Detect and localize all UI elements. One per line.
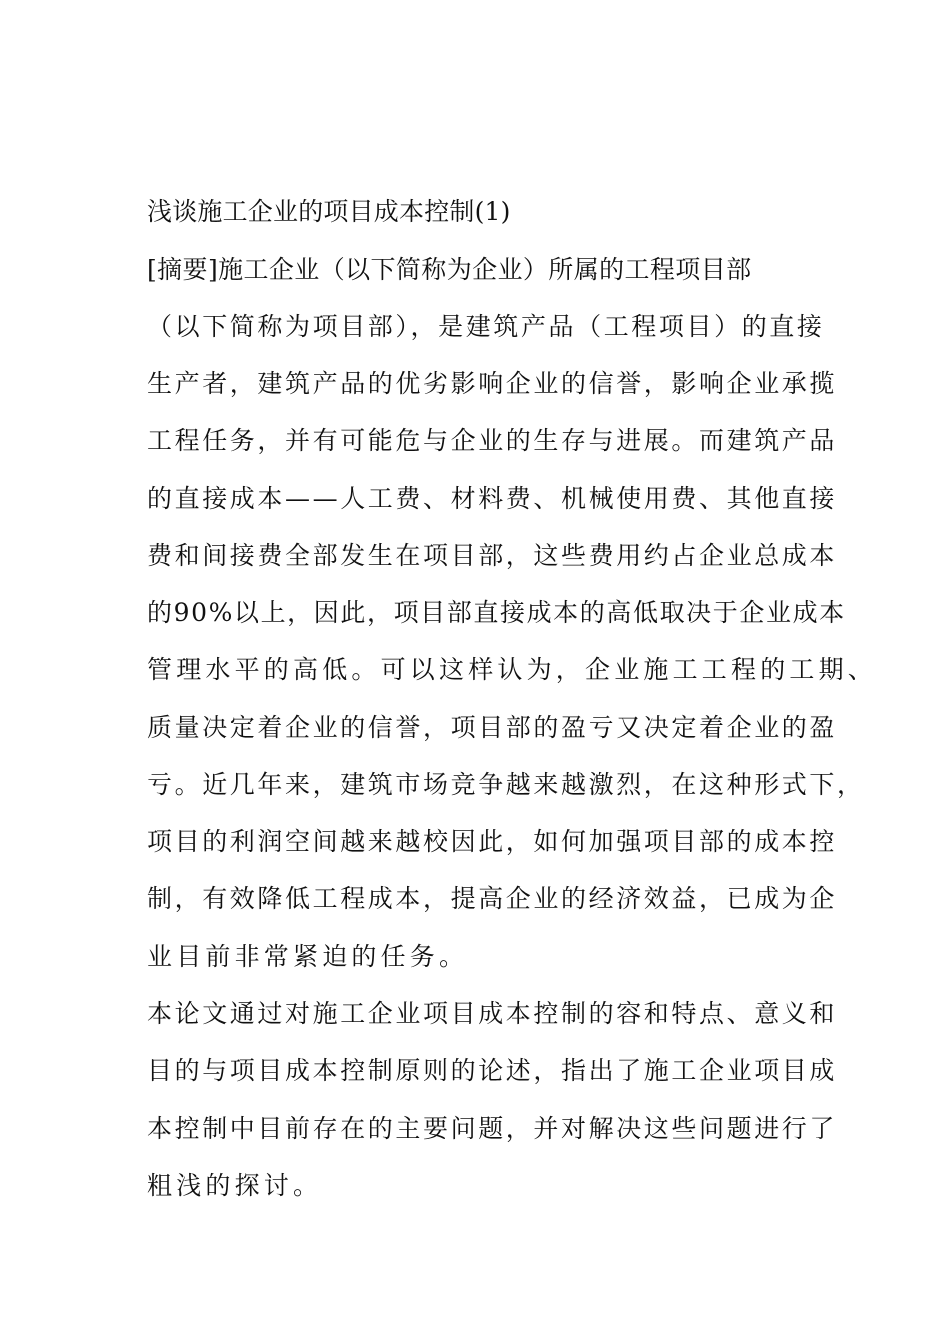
abstract-line-4: 工程任务，并有可能危与企业的生存与进展。而建筑产品 [147,426,838,455]
abstract-line-2: （以下简称为项目部），是建筑产品（工程项目）的直接 [147,312,825,341]
document-title: 浅谈施工企业的项目成本控制(1) [147,197,511,226]
abstract-line-11: 项目的利润空间越来越校因此，如何加强项目部的成本控 [147,827,838,856]
intro-line-2: 目的与项目成本控制原则的论述，指出了施工企业项目成 [147,1056,838,1085]
intro-line-1: 本论文通过对施工企业项目成本控制的容和特点、意义和 [147,999,838,1028]
abstract-line-13: 业目前非常紧迫的任务。 [147,942,469,971]
abstract-line-7: 的90%以上，因此，项目部直接成本的高低取决于企业成本 [147,598,846,627]
abstract-line-6: 费和间接费全部发生在项目部，这些费用约占企业总成本 [147,541,838,570]
abstract-line-8: 管理水平的高低。可以这样认为，企业施工工程的工期、 [147,655,878,684]
abstract-line-1: [摘要]施工企业（以下简称为企业）所属的工程项目部 [147,255,752,284]
abstract-line-12: 制，有效降低工程成本，提高企业的经济效益，已成为企 [147,884,838,913]
intro-line-3: 本控制中目前存在的主要问题，并对解决这些问题进行了 [147,1114,838,1143]
abstract-line-10: 亏。近几年来，建筑市场竞争越来越激烈，在这种形式下， [147,770,865,799]
abstract-line-5: 的直接成本——人工费、材料费、机械使用费、其他直接 [147,484,838,513]
intro-line-4: 粗浅的探讨。 [147,1171,323,1200]
abstract-line-3: 生产者，建筑产品的优劣影响企业的信誉，影响企业承揽 [147,369,838,398]
abstract-line-9: 质量决定着企业的信誉，项目部的盈亏又决定着企业的盈 [147,713,838,742]
